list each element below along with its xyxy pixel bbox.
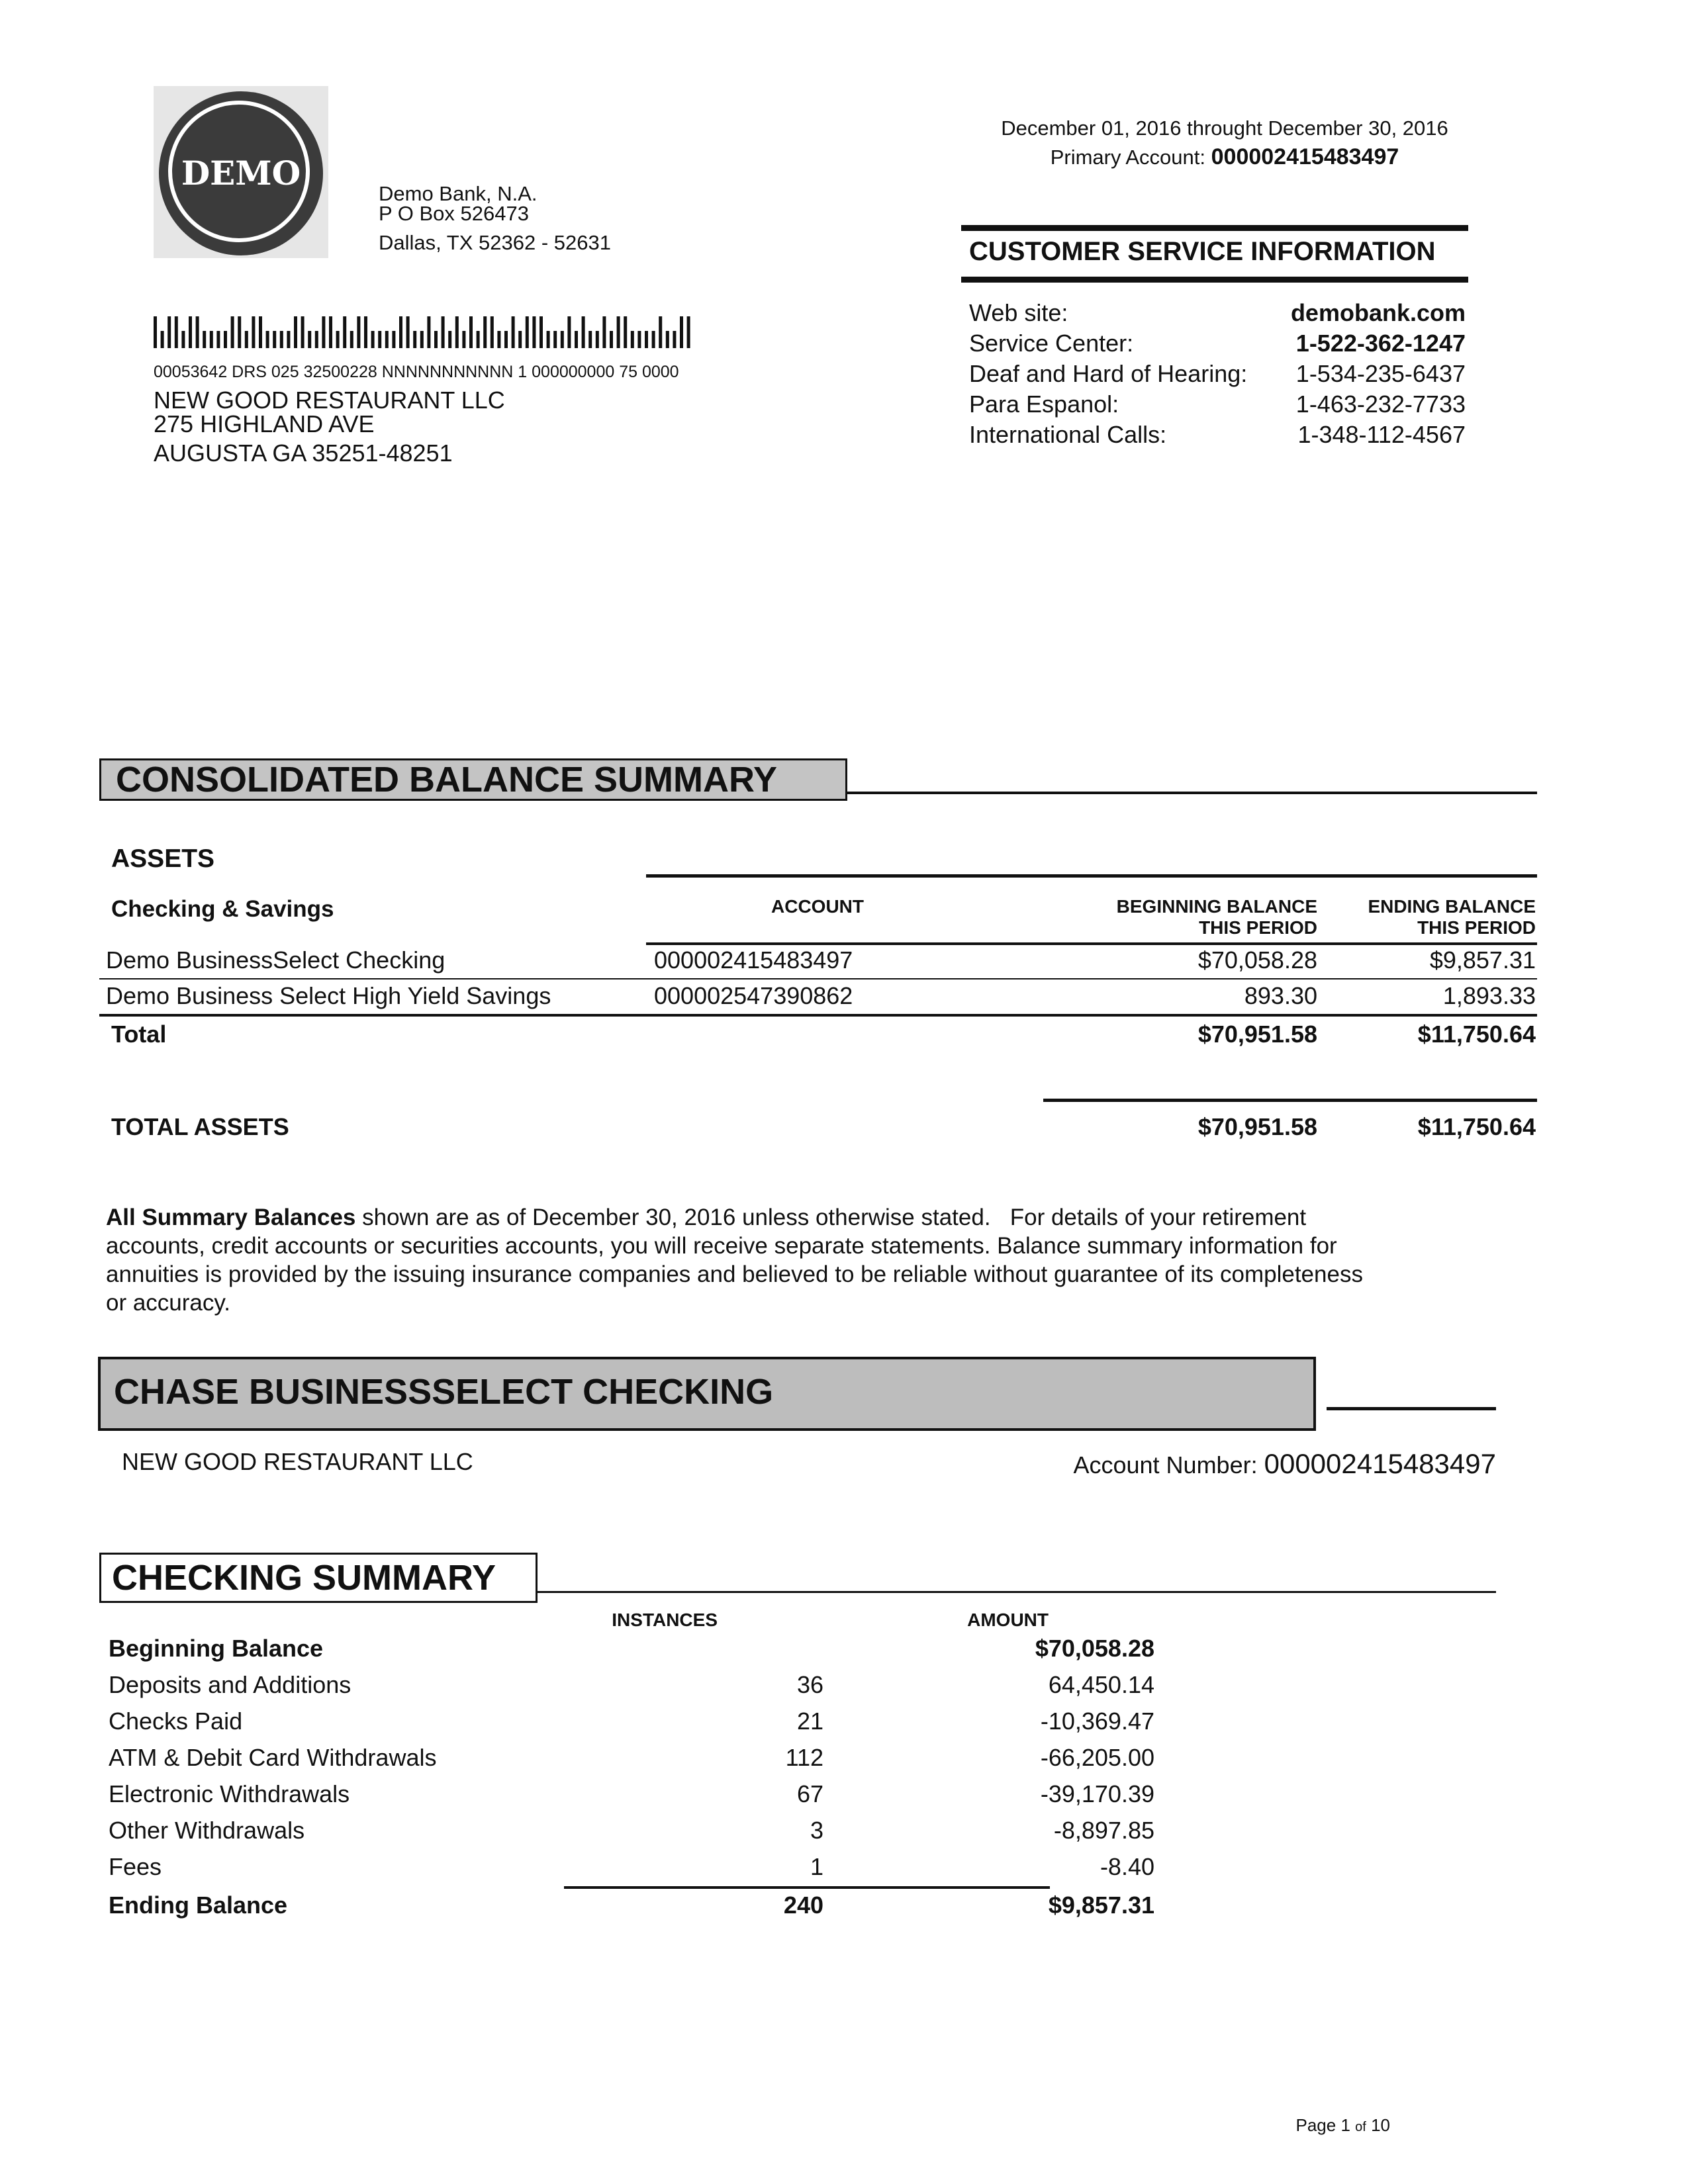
- cs-value: 1-522-362-1247: [1295, 330, 1466, 357]
- cs-row-service-center: [969, 330, 1466, 361]
- barcode-bar: [532, 316, 536, 348]
- cs-bottom-rule: [961, 277, 1468, 283]
- barcode-bar: [477, 331, 480, 348]
- summary-instances: 1: [810, 1853, 823, 1880]
- summary-amount: -8.40: [1100, 1853, 1154, 1880]
- cs-label: International Calls:: [969, 421, 1167, 448]
- page-label: Page: [1295, 2115, 1336, 2135]
- barcode-bar: [406, 316, 410, 348]
- barcode-bar: [512, 316, 515, 348]
- summary-label: Deposits and Additions: [109, 1671, 352, 1698]
- bank-city: Dallas, TX 52362 - 52631: [379, 231, 611, 254]
- summary-amount: $9,857.31: [1048, 1891, 1154, 1919]
- consolidated-rule: [847, 792, 1537, 794]
- assets-rule: [646, 874, 1537, 878]
- barcode-bar: [518, 331, 522, 348]
- customer-street: 275 HIGHLAND AVE: [154, 410, 375, 437]
- postal-barcode: [154, 316, 710, 349]
- acct-row-name: Demo Business Select High Yield Savings: [106, 982, 551, 1009]
- summary-amount: 64,450.14: [1048, 1671, 1154, 1698]
- summary-amount: -66,205.00: [1040, 1744, 1154, 1771]
- note-line: annuities is provided by the issuing insurance companies and believed to be reliable without guarantee of its completeness: [106, 1261, 1363, 1287]
- col-end-1: ENDING BALANCE: [1368, 896, 1536, 917]
- barcode-bar: [385, 331, 389, 348]
- total-assets-end: $11,750.64: [1417, 1113, 1536, 1140]
- barcode-bar: [371, 331, 375, 348]
- summary-instances: 3: [810, 1817, 823, 1844]
- barcode-bar: [547, 331, 550, 348]
- barcode-bar: [203, 331, 206, 348]
- summary-label: Checks Paid: [109, 1707, 243, 1735]
- acct-row-end: 1,893.33: [1442, 982, 1536, 1009]
- bank-po-box: P O Box 526473: [379, 202, 529, 225]
- cs-label: Para Espanol:: [969, 390, 1119, 418]
- total-assets-rule: [1043, 1099, 1537, 1102]
- summary-label: Beginning Balance: [109, 1635, 324, 1662]
- summary-instances: 21: [796, 1707, 823, 1735]
- cs-row-deaf: [969, 360, 1466, 392]
- summary-label: Electronic Withdrawals: [109, 1780, 350, 1807]
- cs-row-website: [969, 299, 1466, 331]
- barcode-bar: [588, 331, 592, 348]
- barcode-bar: [624, 316, 627, 348]
- summary-amount: -39,170.39: [1040, 1780, 1154, 1807]
- page-of: of: [1355, 2120, 1366, 2134]
- assets-label: ASSETS: [111, 844, 215, 873]
- customer-city: AUGUSTA GA 35251-48251: [154, 439, 453, 467]
- barcode-bar: [196, 316, 199, 348]
- note-bold: All Summary Balances: [106, 1205, 356, 1230]
- summary-instances: 67: [796, 1780, 823, 1807]
- page-total: 10: [1371, 2115, 1390, 2135]
- barcode-bar: [659, 316, 662, 348]
- total-end: $11,750.64: [1417, 1021, 1536, 1048]
- barcode-bar: [561, 331, 564, 348]
- barcode-bar: [181, 331, 185, 348]
- col-begin-1: BEGINNING BALANCE: [1116, 896, 1317, 917]
- cs-value: 1-348-112-4567: [1297, 421, 1466, 448]
- acct-row-begin: 893.30: [1244, 982, 1317, 1009]
- barcode-bar: [666, 331, 669, 348]
- summary-amount: $70,058.28: [1035, 1635, 1154, 1662]
- barcode-bar: [526, 316, 529, 348]
- barcode-bar: [350, 331, 353, 348]
- barcode-bar: [364, 316, 367, 348]
- total-label: Total: [111, 1021, 167, 1048]
- barcode-bar: [455, 316, 459, 348]
- barcode-bar: [434, 331, 438, 348]
- acct-row-number: 000002415483497: [654, 946, 853, 974]
- page-current: 1: [1340, 2115, 1350, 2135]
- barcode-bar: [322, 316, 325, 348]
- barcode-bar: [315, 331, 318, 348]
- note-line: accounts, credit accounts or securities accounts, you will receive separate statements. Balance summary information for: [106, 1233, 1337, 1259]
- barcode-bar: [231, 316, 234, 348]
- barcode-bar: [504, 331, 508, 348]
- barcode-bar: [167, 316, 171, 348]
- logo-text: DEMO: [181, 154, 301, 193]
- customer-name: NEW GOOD RESTAURANT LLC: [154, 387, 505, 414]
- barcode-bar: [596, 331, 599, 348]
- barcode-bar: [553, 331, 557, 348]
- summary-label: Other Withdrawals: [109, 1817, 305, 1844]
- barcode-bar: [637, 331, 641, 348]
- barcode-bar: [427, 316, 430, 348]
- note-line: or accuracy.: [106, 1290, 231, 1316]
- barcode-bar: [413, 331, 416, 348]
- cs-row-international: [969, 421, 1466, 453]
- acct-row-name: Demo BusinessSelect Checking: [106, 946, 445, 974]
- acct-row-end: $9,857.31: [1429, 946, 1536, 974]
- barcode-bar: [245, 331, 248, 348]
- summary-amount: -8,897.85: [1053, 1817, 1154, 1844]
- barcode-bar: [491, 316, 494, 348]
- barcode-bar: [645, 331, 648, 348]
- summary-row: [109, 1817, 1154, 1853]
- note-line: shown are as of December 30, 2016 unless otherwise stated. For details of your retirement: [355, 1205, 1307, 1230]
- barcode-bar: [687, 316, 690, 348]
- total-begin: $70,951.58: [1197, 1021, 1317, 1048]
- cs-value: 1-463-232-7733: [1295, 390, 1466, 418]
- checking-summary-rule: [538, 1591, 1496, 1593]
- barcode-bar: [392, 331, 395, 348]
- barcode-bar: [497, 331, 500, 348]
- barcode-bar: [238, 316, 241, 348]
- primary-account-number: 000002415483497: [1211, 144, 1399, 169]
- summary-label: ATM & Debit Card Withdrawals: [109, 1744, 437, 1771]
- total-assets-begin: $70,951.58: [1197, 1113, 1317, 1140]
- barcode-bar: [273, 331, 276, 348]
- barcode-bar: [483, 316, 487, 348]
- barcode-bar: [161, 331, 164, 348]
- barcode-bar: [252, 316, 255, 348]
- ending-balance-rule: [564, 1886, 1050, 1889]
- primary-account-label: Primary Account:: [1050, 146, 1206, 169]
- barcode-bar: [210, 331, 213, 348]
- acct-number-value: 000002415483497: [1264, 1448, 1496, 1479]
- header-rule: [646, 942, 1537, 945]
- summary-row: [109, 1671, 1154, 1707]
- barcode-bar: [442, 316, 445, 348]
- col-begin-2: THIS PERIOD: [1199, 917, 1317, 938]
- summary-instances: 36: [796, 1671, 823, 1698]
- col-amount: AMOUNT: [967, 1610, 1049, 1630]
- bank-name: Demo Bank, N.A.: [379, 182, 538, 205]
- acct-row-number: 000002547390862: [654, 982, 853, 1009]
- cs-label: Service Center:: [969, 330, 1134, 357]
- barcode-bar: [266, 331, 269, 348]
- cs-website-link[interactable]: demobank.com: [1290, 299, 1466, 326]
- barcode-bar: [259, 316, 262, 348]
- barcode-bar: [399, 316, 402, 348]
- summary-label: Fees: [109, 1853, 162, 1880]
- summary-label: Ending Balance: [109, 1891, 288, 1919]
- summary-row: [109, 1707, 1154, 1744]
- summary-row: [109, 1744, 1154, 1780]
- barcode-bar: [631, 331, 634, 348]
- checking-title: CHASE BUSINESSSELECT CHECKING: [114, 1372, 774, 1412]
- barcode-bar: [539, 316, 543, 348]
- acct-row-begin: $70,058.28: [1197, 946, 1317, 974]
- barcode-bar: [420, 331, 424, 348]
- barcode-bar: [336, 331, 340, 348]
- summary-note: [106, 1203, 1549, 1317]
- row-divider: [99, 978, 1537, 979]
- barcode-bar: [224, 331, 227, 348]
- col-instances: INSTANCES: [612, 1610, 718, 1630]
- barcode-bar: [680, 316, 683, 348]
- checking-owner: NEW GOOD RESTAURANT LLC: [122, 1448, 473, 1475]
- barcode-bar: [378, 331, 381, 348]
- barcode-bar: [329, 316, 332, 348]
- summary-row: [109, 1780, 1154, 1817]
- barcode-bar: [301, 316, 305, 348]
- barcode-bar: [189, 316, 192, 348]
- barcode-bar: [216, 331, 220, 348]
- barcode-bar: [287, 331, 290, 348]
- cs-row-espanol: [969, 390, 1466, 422]
- checking-summary-title: CHECKING SUMMARY: [99, 1553, 538, 1603]
- barcode-bar: [575, 331, 578, 348]
- cs-label: Web site:: [969, 299, 1068, 326]
- primary-account: [927, 144, 1523, 170]
- cs-title: CUSTOMER SERVICE INFORMATION: [969, 237, 1436, 266]
- barcode-bar: [280, 331, 283, 348]
- barcode-code: 00053642 DRS 025 32500228 NNNNNNNNNNN 1 000000000 75 0000: [154, 363, 679, 381]
- cs-top-rule: [961, 225, 1468, 231]
- col-account: ACCOUNT: [771, 896, 864, 917]
- barcode-bar: [617, 316, 620, 348]
- barcode-bar: [610, 331, 613, 348]
- row-divider: [99, 1014, 1537, 1017]
- barcode-bar: [673, 331, 676, 348]
- consolidated-title: CONSOLIDATED BALANCE SUMMARY: [99, 758, 847, 801]
- col-end-2: THIS PERIOD: [1417, 917, 1536, 938]
- summary-row: [109, 1635, 1154, 1671]
- barcode-bar: [567, 316, 571, 348]
- barcode-bar: [308, 331, 311, 348]
- acct-number-label: Account Number:: [1073, 1451, 1258, 1479]
- barcode-bar: [154, 316, 157, 348]
- summary-instances: 240: [783, 1891, 823, 1919]
- page-number: [1192, 2115, 1390, 2136]
- barcode-bar: [602, 316, 606, 348]
- group-label: Checking & Savings: [111, 896, 334, 922]
- summary-amount: -10,369.47: [1040, 1707, 1154, 1735]
- barcode-bar: [175, 316, 178, 348]
- cs-label: Deaf and Hard of Hearing:: [969, 360, 1248, 387]
- barcode-bar: [582, 316, 585, 348]
- barcode-bar: [343, 316, 346, 348]
- barcode-bar: [294, 316, 297, 348]
- barcode-bar: [469, 316, 473, 348]
- cs-value: 1-534-235-6437: [1295, 360, 1466, 387]
- summary-row: [109, 1891, 1154, 1928]
- barcode-bar: [357, 316, 360, 348]
- checking-account-number: [927, 1448, 1496, 1480]
- barcode-bar: [652, 331, 655, 348]
- barcode-bar: [462, 331, 465, 348]
- summary-row: [109, 1853, 1154, 1889]
- checking-rule: [1327, 1407, 1496, 1410]
- statement-period: December 01, 2016 throught December 30, 2016: [1001, 116, 1448, 140]
- barcode-bar: [448, 331, 451, 348]
- summary-instances: 112: [785, 1744, 823, 1771]
- total-assets-label: TOTAL ASSETS: [111, 1113, 289, 1140]
